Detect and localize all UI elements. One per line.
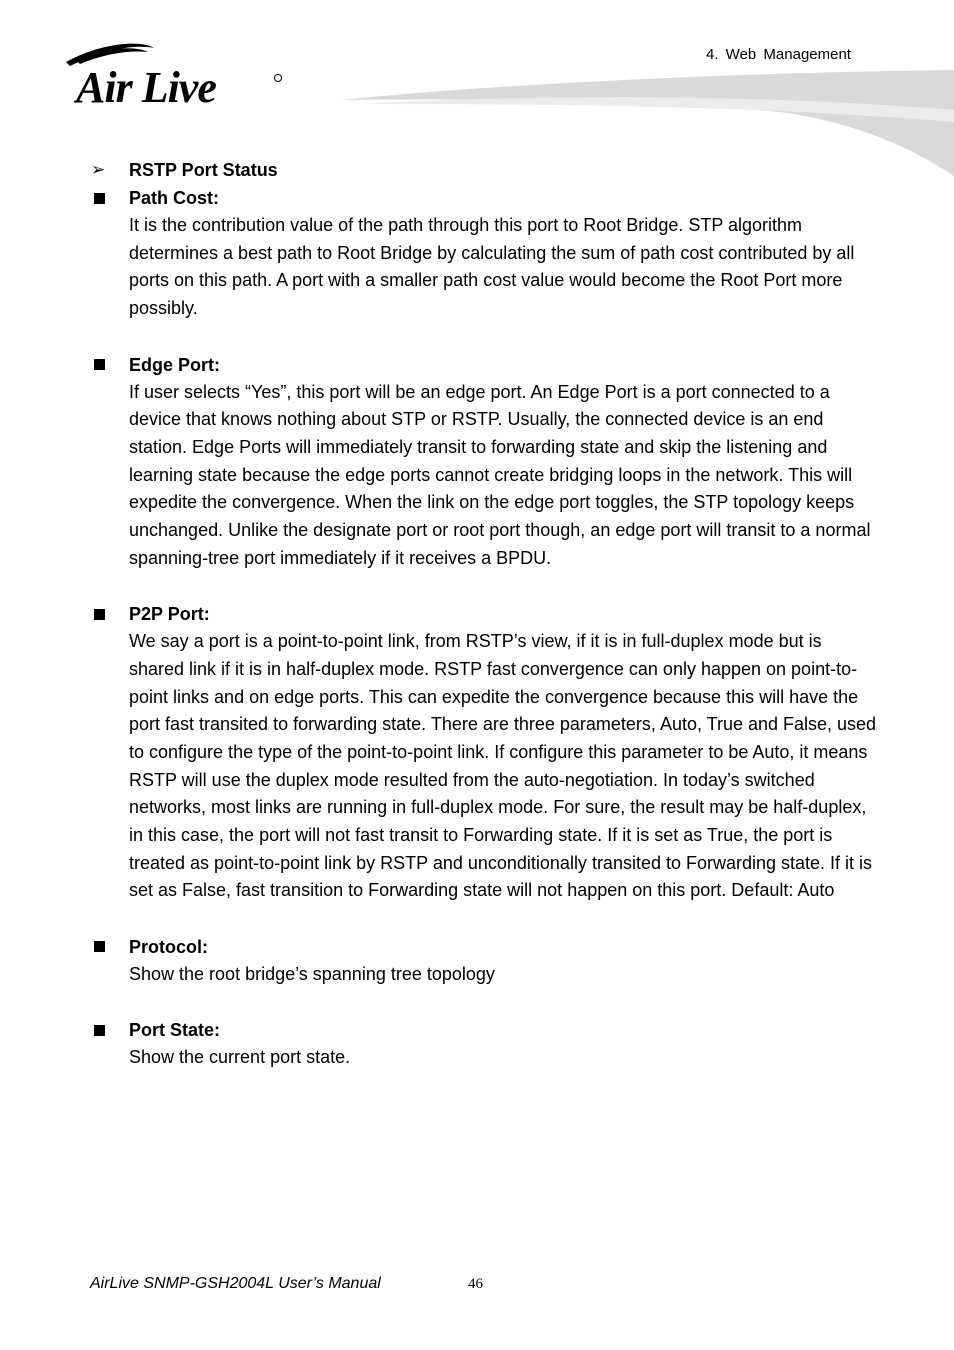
document-content xyxy=(88,156,878,1072)
item-heading-text: Edge Port: xyxy=(129,354,221,375)
item-heading xyxy=(88,184,878,212)
arrow-bullet-icon: ➢ xyxy=(91,160,106,179)
item-body: Show the root bridge’s spanning tree topology xyxy=(129,963,495,984)
square-bullet-icon xyxy=(88,600,116,628)
square-bullet-icon xyxy=(88,1016,116,1044)
item-heading xyxy=(88,933,878,961)
square-bullet-icon xyxy=(88,351,116,379)
item-heading-text: Port State: xyxy=(129,1020,221,1041)
item-heading xyxy=(88,1016,878,1044)
section-title-text: RSTP Port Status xyxy=(129,160,278,180)
square-bullet-icon xyxy=(88,933,116,961)
item-body: It is the contribution value of the path through this port to Root Bridge. STP algorithm determines a best path to Root Bridge by calculating the sum of path cost contributed by all ports on this path. A port with a smaller path cost value would become the Root Port more possibly. xyxy=(129,215,855,319)
item-heading-text: P2P Port: xyxy=(129,604,210,625)
item-heading xyxy=(88,600,878,628)
item-heading-text: Path Cost: xyxy=(129,188,219,208)
item-body: If user selects “Yes”, this port will be an edge port. An Edge Port is a port connected to a device that knows nothing about STP or RSTP. Usually, the connected device is an end station. Edge Ports will immediately transit to forwarding state and skip the listening and learning state because the edge ports cannot create bridging loops in the network. This will expedite the convergence. When the link on the edge port toggles, the STP topology keeps unchanged. Unlike the designate port or root port though, an edge port will transit to a normal spanning-tree port immediately if it receives a BPDU. xyxy=(129,381,871,568)
airlive-logo xyxy=(62,40,292,112)
chapter-label: 4. Web Management xyxy=(706,46,851,63)
item-heading xyxy=(88,351,878,379)
footer-page-number: 46 xyxy=(468,1276,483,1292)
item-body: We say a port is a point-to-point link, from RSTP’s view, if it is in full-duplex mode but is shared link if it is in half-duplex mode. RSTP fast convergence can only happen on point-to-point links and on edge ports. This can expedite the convergence because this will have the port fast transited to forwarding state. There are three parameters, Auto, True and False, used to configure the type of the point-to-point link. If configure this parameter to be Auto, it means RSTP will use the duplex mode resulted from the auto-negotiation. In today’s switched networks, most links are running in full-duplex mode. For sure, the result may be half-duplex, in this case, the port will not fast transit to Forwarding state. If it is set as True, the port is treated as point-to-point link by RSTP and unconditionally transited to Forwarding state. If it is set as False, fast transition to Forwarding state will not happen on this port. Default: Auto xyxy=(129,631,877,901)
item-body: Show the current port state. xyxy=(129,1047,351,1068)
section-title xyxy=(88,156,878,184)
logo-wordmark: Air Live xyxy=(76,63,216,112)
square-bullet-icon xyxy=(88,184,116,212)
item-heading-text: Protocol: xyxy=(129,936,208,957)
footer-manual-title: AirLive SNMP-GSH2004L User’s Manual xyxy=(90,1275,381,1292)
